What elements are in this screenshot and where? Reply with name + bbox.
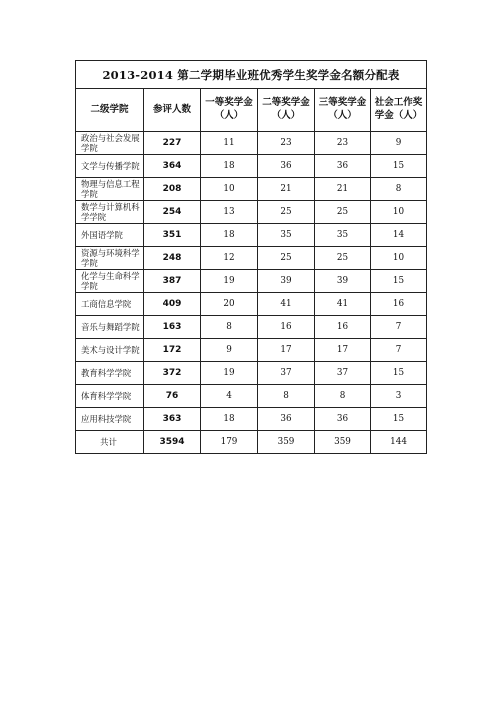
table-row bbox=[76, 201, 427, 224]
cell-social-work-prize: 10 bbox=[371, 247, 427, 270]
cell-participants: 248 bbox=[144, 247, 201, 270]
cell-college: 应用科技学院 bbox=[76, 408, 144, 431]
table-row bbox=[76, 408, 427, 431]
cell-first-prize: 13 bbox=[201, 201, 258, 224]
cell-first-prize: 10 bbox=[201, 178, 258, 201]
cell-college: 数学与计算机科学学院 bbox=[76, 201, 144, 224]
cell-social-work-prize: 8 bbox=[371, 178, 427, 201]
cell-college: 工商信息学院 bbox=[76, 293, 144, 316]
table-row bbox=[76, 293, 427, 316]
cell-third-prize: 23 bbox=[315, 132, 371, 155]
header-row bbox=[76, 89, 427, 132]
cell-college: 外国语学院 bbox=[76, 224, 144, 247]
table-row bbox=[76, 339, 427, 362]
cell-college: 教育科学学院 bbox=[76, 362, 144, 385]
cell-participants: 372 bbox=[144, 362, 201, 385]
cell-participants: 227 bbox=[144, 132, 201, 155]
scholarship-allocation-table bbox=[75, 60, 427, 454]
cell-second-prize: 25 bbox=[258, 247, 315, 270]
cell-first-prize: 18 bbox=[201, 155, 258, 178]
cell-third-prize: 25 bbox=[315, 247, 371, 270]
cell-college: 文学与传播学院 bbox=[76, 155, 144, 178]
cell-participants: 351 bbox=[144, 224, 201, 247]
cell-third-prize: 16 bbox=[315, 316, 371, 339]
cell-social-work-prize: 7 bbox=[371, 316, 427, 339]
cell-college: 体育科学学院 bbox=[76, 385, 144, 408]
cell-second-prize: 39 bbox=[258, 270, 315, 293]
cell-college: 物理与信息工程学院 bbox=[76, 178, 144, 201]
total-row bbox=[76, 431, 427, 454]
cell-second-prize: 35 bbox=[258, 224, 315, 247]
cell-second-prize: 17 bbox=[258, 339, 315, 362]
cell-first-prize: 9 bbox=[201, 339, 258, 362]
cell-social-work-prize: 3 bbox=[371, 385, 427, 408]
cell-social-work-prize: 7 bbox=[371, 339, 427, 362]
header-participants: 参评人数 bbox=[144, 89, 201, 132]
cell-second-prize: 8 bbox=[258, 385, 315, 408]
table-row bbox=[76, 132, 427, 155]
header-social-work-prize: 社会工作奖学金（人） bbox=[371, 89, 427, 132]
cell-second-prize: 36 bbox=[258, 408, 315, 431]
total-social-work-prize: 144 bbox=[371, 431, 427, 454]
cell-third-prize: 39 bbox=[315, 270, 371, 293]
cell-social-work-prize: 15 bbox=[371, 270, 427, 293]
cell-participants: 387 bbox=[144, 270, 201, 293]
cell-social-work-prize: 9 bbox=[371, 132, 427, 155]
cell-third-prize: 36 bbox=[315, 155, 371, 178]
cell-second-prize: 16 bbox=[258, 316, 315, 339]
table-row bbox=[76, 178, 427, 201]
cell-third-prize: 25 bbox=[315, 201, 371, 224]
cell-third-prize: 36 bbox=[315, 408, 371, 431]
cell-first-prize: 20 bbox=[201, 293, 258, 316]
total-participants: 3594 bbox=[144, 431, 201, 454]
table-title: 2013-2014 第二学期毕业班优秀学生奖学金名额分配表 bbox=[76, 61, 427, 89]
cell-participants: 363 bbox=[144, 408, 201, 431]
cell-second-prize: 23 bbox=[258, 132, 315, 155]
cell-participants: 76 bbox=[144, 385, 201, 408]
cell-college: 政治与社会发展学院 bbox=[76, 132, 144, 155]
cell-first-prize: 8 bbox=[201, 316, 258, 339]
cell-social-work-prize: 15 bbox=[371, 362, 427, 385]
cell-second-prize: 25 bbox=[258, 201, 315, 224]
cell-college: 美术与设计学院 bbox=[76, 339, 144, 362]
cell-first-prize: 4 bbox=[201, 385, 258, 408]
cell-participants: 254 bbox=[144, 201, 201, 224]
cell-first-prize: 18 bbox=[201, 408, 258, 431]
cell-college: 资源与环境科学学院 bbox=[76, 247, 144, 270]
header-third-prize: 三等奖学金（人） bbox=[315, 89, 371, 132]
cell-participants: 163 bbox=[144, 316, 201, 339]
total-third-prize: 359 bbox=[315, 431, 371, 454]
cell-social-work-prize: 14 bbox=[371, 224, 427, 247]
cell-social-work-prize: 10 bbox=[371, 201, 427, 224]
cell-participants: 208 bbox=[144, 178, 201, 201]
total-label: 共计 bbox=[76, 431, 144, 454]
header-first-prize: 一等奖学金（人） bbox=[201, 89, 258, 132]
header-college: 二级学院 bbox=[76, 89, 144, 132]
cell-participants: 409 bbox=[144, 293, 201, 316]
cell-participants: 172 bbox=[144, 339, 201, 362]
table-row bbox=[76, 224, 427, 247]
table-row bbox=[76, 155, 427, 178]
cell-third-prize: 21 bbox=[315, 178, 371, 201]
header-second-prize: 二等奖学金（人） bbox=[258, 89, 315, 132]
total-second-prize: 359 bbox=[258, 431, 315, 454]
cell-second-prize: 21 bbox=[258, 178, 315, 201]
cell-third-prize: 35 bbox=[315, 224, 371, 247]
cell-third-prize: 17 bbox=[315, 339, 371, 362]
cell-first-prize: 12 bbox=[201, 247, 258, 270]
cell-second-prize: 41 bbox=[258, 293, 315, 316]
cell-college: 化学与生命科学学院 bbox=[76, 270, 144, 293]
cell-first-prize: 19 bbox=[201, 270, 258, 293]
cell-social-work-prize: 15 bbox=[371, 408, 427, 431]
table-body bbox=[76, 132, 427, 454]
cell-third-prize: 37 bbox=[315, 362, 371, 385]
cell-second-prize: 36 bbox=[258, 155, 315, 178]
table-row bbox=[76, 385, 427, 408]
cell-third-prize: 8 bbox=[315, 385, 371, 408]
cell-first-prize: 11 bbox=[201, 132, 258, 155]
cell-social-work-prize: 16 bbox=[371, 293, 427, 316]
cell-second-prize: 37 bbox=[258, 362, 315, 385]
total-first-prize: 179 bbox=[201, 431, 258, 454]
cell-first-prize: 18 bbox=[201, 224, 258, 247]
table-row bbox=[76, 270, 427, 293]
cell-college: 音乐与舞蹈学院 bbox=[76, 316, 144, 339]
cell-first-prize: 19 bbox=[201, 362, 258, 385]
table-row bbox=[76, 247, 427, 270]
cell-participants: 364 bbox=[144, 155, 201, 178]
cell-third-prize: 41 bbox=[315, 293, 371, 316]
table-row bbox=[76, 316, 427, 339]
allocation-document bbox=[75, 60, 426, 454]
cell-social-work-prize: 15 bbox=[371, 155, 427, 178]
table-row bbox=[76, 362, 427, 385]
